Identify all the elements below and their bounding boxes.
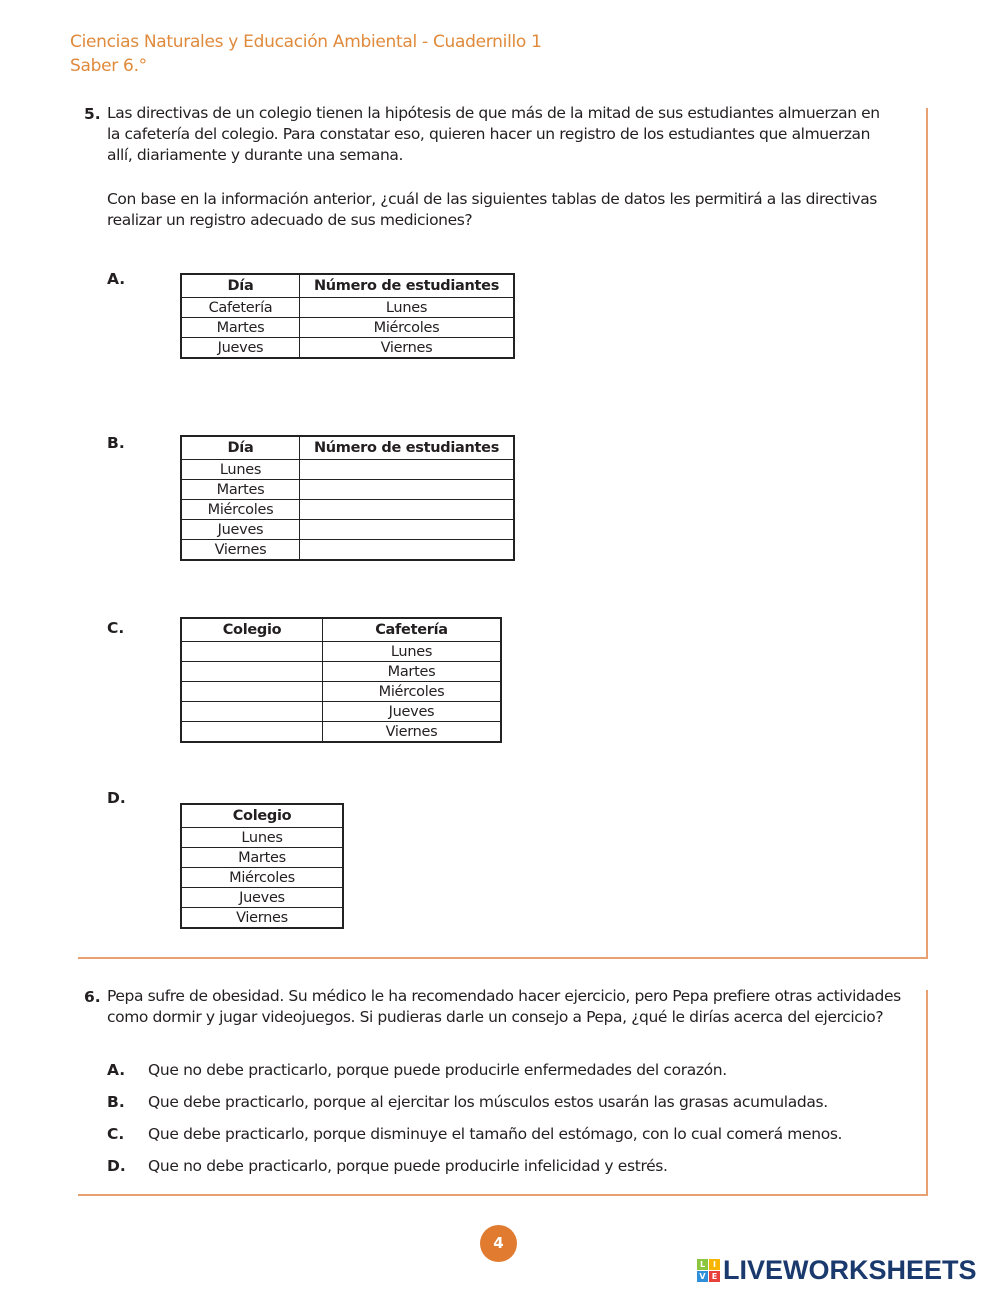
table-header-row <box>181 618 501 642</box>
logo-letter: I <box>709 1259 720 1270</box>
table-cell: Viernes <box>323 722 502 743</box>
option-letter: A. <box>107 1061 126 1079</box>
table-row <box>181 682 501 702</box>
table-header-cell: Número de estudiantes <box>300 274 515 298</box>
table-cell: Miércoles <box>323 682 502 702</box>
header-grade: Saber 6.° <box>70 56 147 76</box>
option-a-table <box>180 273 515 359</box>
question-6-border-bottom <box>78 1194 928 1196</box>
table-row <box>181 480 514 500</box>
option-c-label[interactable]: C. <box>107 619 125 637</box>
option-text: Que no debe practicarlo, porque puede producirle enfermedades del corazón. <box>148 1061 727 1079</box>
option-letter: C. <box>107 1125 125 1143</box>
question-6-number: 6. <box>84 988 101 1006</box>
table-header-cell: Día <box>181 436 300 460</box>
logo-letter: V <box>697 1271 708 1282</box>
header-title: Ciencias Naturales y Educación Ambiental - Cuadernillo 1 <box>70 32 542 52</box>
text-line: Con base en la información anterior, ¿cuál de las siguientes tablas de datos les permitirá a las directivas <box>107 190 877 208</box>
answer-option-a[interactable] <box>107 1061 842 1093</box>
table-header-row <box>181 804 343 828</box>
table-cell <box>181 642 323 662</box>
option-c-table <box>180 617 502 743</box>
question-5-paragraph-2 <box>107 189 922 231</box>
table-row <box>181 520 514 540</box>
table-cell: Lunes <box>181 460 300 480</box>
answer-option-d[interactable] <box>107 1157 842 1189</box>
text-line: como dormir y jugar videojuegos. Si pudieras darle un consejo a Pepa, ¿qué le dirías acerca del ejercicio? <box>107 1008 884 1026</box>
table-header-row <box>181 436 514 460</box>
table-row <box>181 848 343 868</box>
table-cell: Martes <box>323 662 502 682</box>
table-row <box>181 540 514 561</box>
table-cell: Martes <box>181 848 343 868</box>
table-row <box>181 868 343 888</box>
table-header-cell: Número de estudiantes <box>300 436 515 460</box>
table-row <box>181 722 501 743</box>
logo-icon <box>697 1259 720 1282</box>
answer-option-c[interactable] <box>107 1125 842 1157</box>
table-row <box>181 318 514 338</box>
table-row <box>181 888 343 908</box>
option-a-label[interactable]: A. <box>107 270 126 288</box>
liveworksheets-logo[interactable] <box>697 1255 977 1286</box>
table-header-cell: Cafetería <box>323 618 502 642</box>
table-cell: Viernes <box>300 338 515 359</box>
question-5-paragraph-1 <box>107 103 922 166</box>
option-letter: D. <box>107 1157 126 1175</box>
answer-option-b[interactable] <box>107 1093 842 1125</box>
table-cell: Cafetería <box>181 298 300 318</box>
logo-letter: E <box>709 1271 720 1282</box>
table-cell <box>300 500 515 520</box>
table-row <box>181 298 514 318</box>
question-6-options <box>107 1061 842 1189</box>
table-cell: Miércoles <box>300 318 515 338</box>
table-row <box>181 460 514 480</box>
option-b-label[interactable]: B. <box>107 434 125 452</box>
table-cell <box>300 520 515 540</box>
table-cell <box>181 662 323 682</box>
table-row <box>181 702 501 722</box>
table-cell: Martes <box>181 318 300 338</box>
table-row <box>181 642 501 662</box>
table-cell: Viernes <box>181 908 343 929</box>
option-d-table <box>180 803 344 929</box>
table-cell <box>300 540 515 561</box>
text-line: realizar un registro adecuado de sus mediciones? <box>107 211 473 229</box>
text-line: allí, diariamente y durante una semana. <box>107 146 404 164</box>
table-cell: Lunes <box>323 642 502 662</box>
table-cell: Miércoles <box>181 868 343 888</box>
table-cell <box>300 480 515 500</box>
table-header-cell: Colegio <box>181 804 343 828</box>
text-line: Pepa sufre de obesidad. Su médico le ha recomendado hacer ejercicio, pero Pepa prefiere otras actividades <box>107 987 901 1005</box>
question-6-border-right <box>926 990 928 1196</box>
option-d-label[interactable]: D. <box>107 789 126 807</box>
table-cell <box>300 460 515 480</box>
table-cell <box>181 682 323 702</box>
option-text: Que debe practicarlo, porque al ejercitar los músculos estos usarán las grasas acumuladas. <box>148 1093 828 1111</box>
table-row <box>181 662 501 682</box>
option-text: Que no debe practicarlo, porque puede producirle infelicidad y estrés. <box>148 1157 668 1175</box>
table-header-row <box>181 274 514 298</box>
table-cell: Martes <box>181 480 300 500</box>
table-cell: Viernes <box>181 540 300 561</box>
table-cell: Miércoles <box>181 500 300 520</box>
question-5-border-bottom <box>78 957 928 959</box>
logo-text: LIVEWORKSHEETS <box>723 1255 977 1285</box>
table-cell: Jueves <box>181 888 343 908</box>
question-5-number: 5. <box>84 105 101 123</box>
option-letter: B. <box>107 1093 125 1111</box>
option-b-table <box>180 435 515 561</box>
option-text: Que debe practicarlo, porque disminuye el tamaño del estómago, con lo cual comerá menos. <box>148 1125 843 1143</box>
text-line: Las directivas de un colegio tienen la hipótesis de que más de la mitad de sus estudiantes almuerzan en <box>107 104 880 122</box>
page-number-badge: 4 <box>480 1225 517 1262</box>
table-header-cell: Colegio <box>181 618 323 642</box>
text-line: la cafetería del colegio. Para constatar eso, quieren hacer un registro de los estudiantes que almuerzan <box>107 125 871 143</box>
table-cell: Jueves <box>181 338 300 359</box>
table-cell: Jueves <box>181 520 300 540</box>
table-cell: Lunes <box>181 828 343 848</box>
table-cell: Jueves <box>323 702 502 722</box>
table-cell <box>181 722 323 743</box>
question-5-border-right <box>926 108 928 959</box>
table-row <box>181 828 343 848</box>
table-row <box>181 338 514 359</box>
logo-letter: L <box>697 1259 708 1270</box>
table-header-cell: Día <box>181 274 300 298</box>
table-row <box>181 500 514 520</box>
table-row <box>181 908 343 929</box>
table-cell: Lunes <box>300 298 515 318</box>
question-6-text <box>107 986 922 1028</box>
table-cell <box>181 702 323 722</box>
